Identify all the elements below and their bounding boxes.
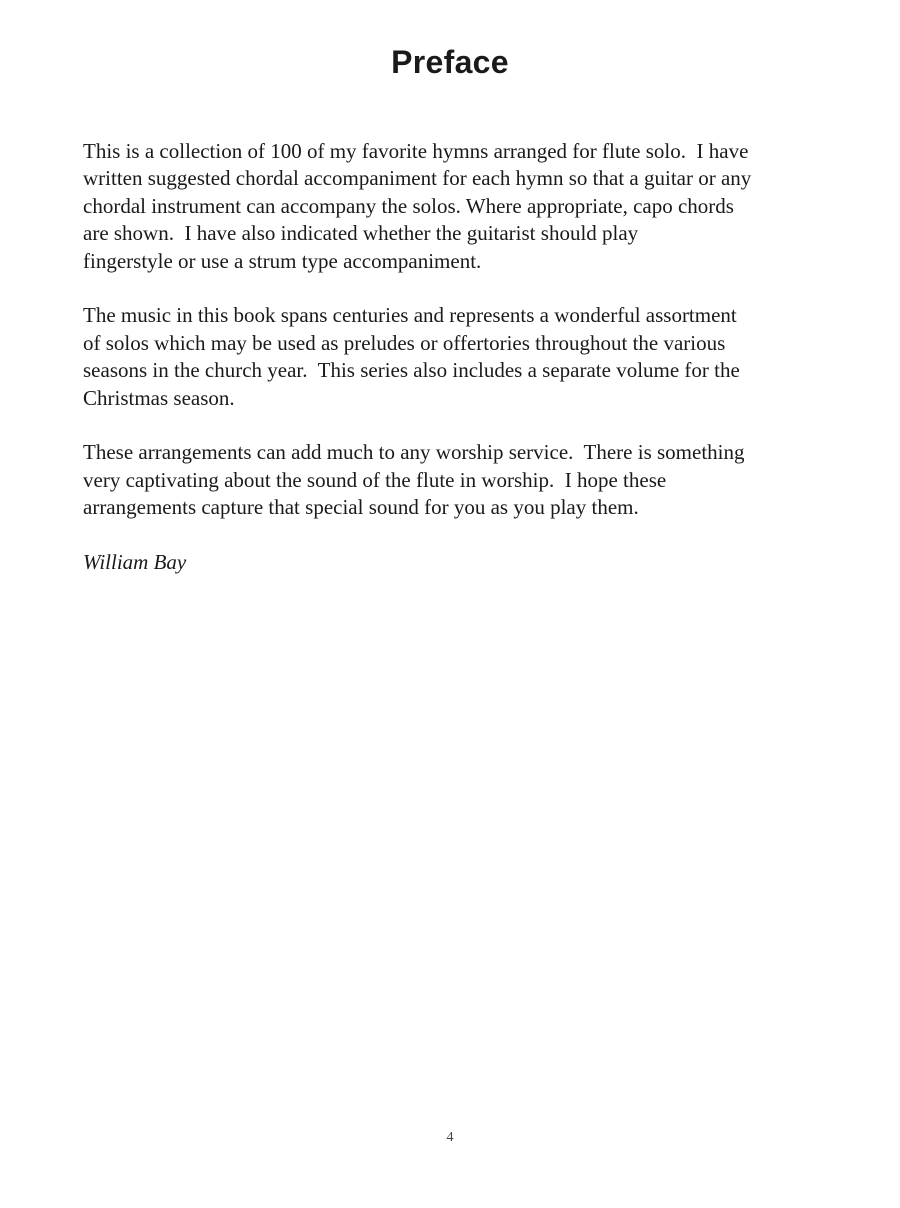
page-number: 4 bbox=[446, 1130, 454, 1145]
text-line: These arrangements can add much to any worship service. There is something bbox=[83, 440, 745, 465]
text-line: very captivating about the sound of the flute in worship. I hope these bbox=[83, 467, 667, 492]
preface-body bbox=[83, 138, 823, 576]
paragraph-2 bbox=[83, 302, 823, 412]
page-title: Preface bbox=[391, 44, 509, 80]
paragraph-3 bbox=[83, 439, 823, 521]
paragraph-1 bbox=[83, 138, 823, 275]
text-line: fingerstyle or use a strum type accompaniment. bbox=[83, 248, 482, 273]
text-line: The music in this book spans centuries and represents a wonderful assortment bbox=[83, 303, 737, 328]
text-line: written suggested chordal accompaniment for each hymn so that a guitar or any bbox=[83, 166, 752, 191]
text-line: Christmas season. bbox=[83, 385, 235, 410]
text-line: chordal instrument can accompany the solos. Where appropriate, capo chords bbox=[83, 193, 734, 218]
text-line: are shown. I have also indicated whether the guitarist should play bbox=[83, 221, 639, 246]
text-line: arrangements capture that special sound for you as you play them. bbox=[83, 495, 639, 520]
text-line: of solos which may be used as preludes or offertories throughout the various bbox=[83, 330, 726, 355]
author-signature: William Bay bbox=[83, 550, 187, 575]
text-line: This is a collection of 100 of my favorite hymns arranged for flute solo. I have bbox=[83, 139, 749, 163]
text-line: seasons in the church year. This series also includes a separate volume for the bbox=[83, 358, 740, 383]
